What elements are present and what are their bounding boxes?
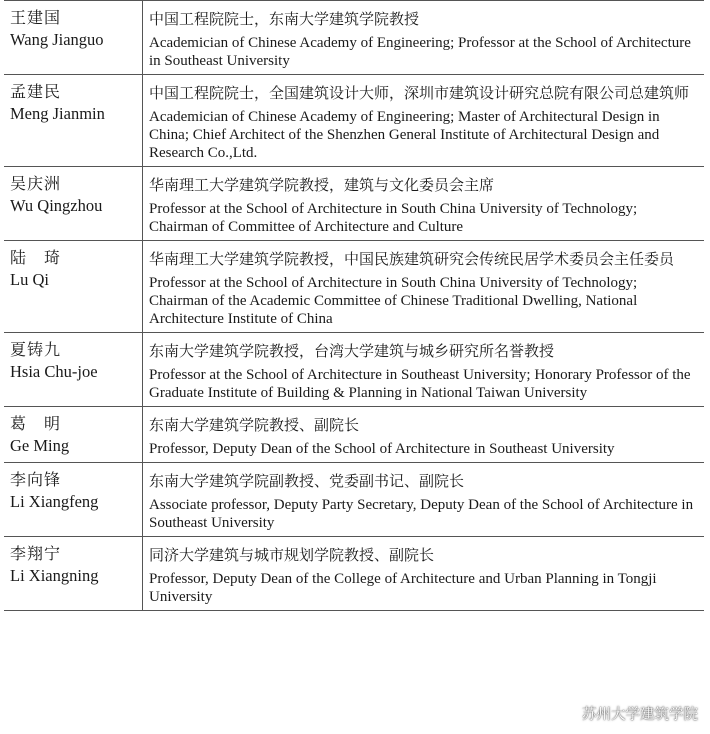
member-row <box>4 463 704 537</box>
description-chinese: 中国工程院院士，全国建筑设计大师，深圳市建筑设计研究总院有限公司总建筑师 <box>149 84 690 102</box>
name-cell <box>4 1 143 75</box>
name-cell <box>4 241 143 333</box>
description-english: Professor at the School of Architecture in South China University of Technology; Chairman of Committee of Architecture and Culture <box>149 201 638 235</box>
name-cell <box>4 463 143 537</box>
member-row <box>4 333 704 407</box>
description-chinese: 东南大学建筑学院教授、副院长 <box>149 416 360 434</box>
description-cell <box>143 333 705 407</box>
member-row <box>4 75 704 167</box>
name-english: Lu Qi <box>10 270 49 289</box>
member-table <box>4 0 704 611</box>
description-cell <box>143 75 705 167</box>
description-english: Professor at the School of Architecture in Southeast University; Honorary Professor of the Graduate Institute of Building & Planning in National Taiwan University <box>149 367 691 401</box>
description-cell <box>143 1 705 75</box>
description-cell <box>143 407 705 463</box>
name-english: Li Xiangfeng <box>10 492 99 511</box>
description-chinese: 中国工程院院士，东南大学建筑学院教授 <box>149 10 420 28</box>
watermark-text: 苏州大学建筑学院 <box>582 707 698 723</box>
description-english: Associate professor, Deputy Party Secretary, Deputy Dean of the School of Architecture in Southeast University <box>149 497 694 531</box>
name-english: Hsia Chu-joe <box>10 362 98 381</box>
description-english: Professor at the School of Architecture in South China University of Technology; Chairman of the Academic Committee of Chinese Traditional Dwelling, National Architecture Institute of China <box>149 275 638 327</box>
name-english: Wu Qingzhou <box>10 196 103 215</box>
name-english: Wang Jianguo <box>10 30 104 49</box>
description-cell <box>143 463 705 537</box>
name-english: Li Xiangning <box>10 566 99 585</box>
name-chinese: 李翔宁 <box>10 544 62 563</box>
description-english: Academician of Chinese Academy of Engineering; Professor at the School of Architecture in Southeast University <box>149 35 691 69</box>
name-english: Ge Ming <box>10 436 70 455</box>
name-cell <box>4 537 143 611</box>
member-table-body <box>4 1 704 611</box>
description-chinese: 华南理工大学建筑学院教授，建筑与文化委员会主席 <box>149 176 495 194</box>
name-chinese: 夏铸九 <box>10 340 62 359</box>
name-english: Meng Jianmin <box>10 104 105 123</box>
name-chinese: 吴庆洲 <box>10 174 62 193</box>
name-chinese: 孟建民 <box>10 82 62 101</box>
name-cell <box>4 75 143 167</box>
wechat-icon <box>555 706 577 722</box>
name-chinese: 李向锋 <box>10 470 62 489</box>
name-chinese: 葛 明 <box>10 414 62 433</box>
description-chinese: 华南理工大学建筑学院教授，中国民族建筑研究会传统民居学术委员会主任委员 <box>149 250 675 268</box>
description-english: Professor, Deputy Dean of the College of Architecture and Urban Planning in Tongji University <box>149 571 657 605</box>
description-cell <box>143 167 705 241</box>
member-row <box>4 1 704 75</box>
description-english: Professor, Deputy Dean of the School of Architecture in Southeast University <box>149 441 615 457</box>
description-chinese: 东南大学建筑学院教授，台湾大学建筑与城乡研究所名誉教授 <box>149 342 555 360</box>
description-cell <box>143 241 705 333</box>
description-chinese: 同济大学建筑与城市规划学院教授、副院长 <box>149 546 435 564</box>
name-chinese: 王建国 <box>10 8 62 27</box>
name-cell <box>4 167 143 241</box>
watermark <box>555 703 698 724</box>
name-cell <box>4 407 143 463</box>
description-english: Academician of Chinese Academy of Engineering; Master of Architectural Design in China; Chief Architect of the Shenzhen General Institute of Architectural Design and Research Co.,Ltd. <box>149 109 660 161</box>
name-chinese: 陆 琦 <box>10 248 62 267</box>
member-row <box>4 241 704 333</box>
member-row <box>4 407 704 463</box>
name-cell <box>4 333 143 407</box>
description-chinese: 东南大学建筑学院副教授、党委副书记、副院长 <box>149 472 465 490</box>
member-row <box>4 167 704 241</box>
member-row <box>4 537 704 611</box>
description-cell <box>143 537 705 611</box>
